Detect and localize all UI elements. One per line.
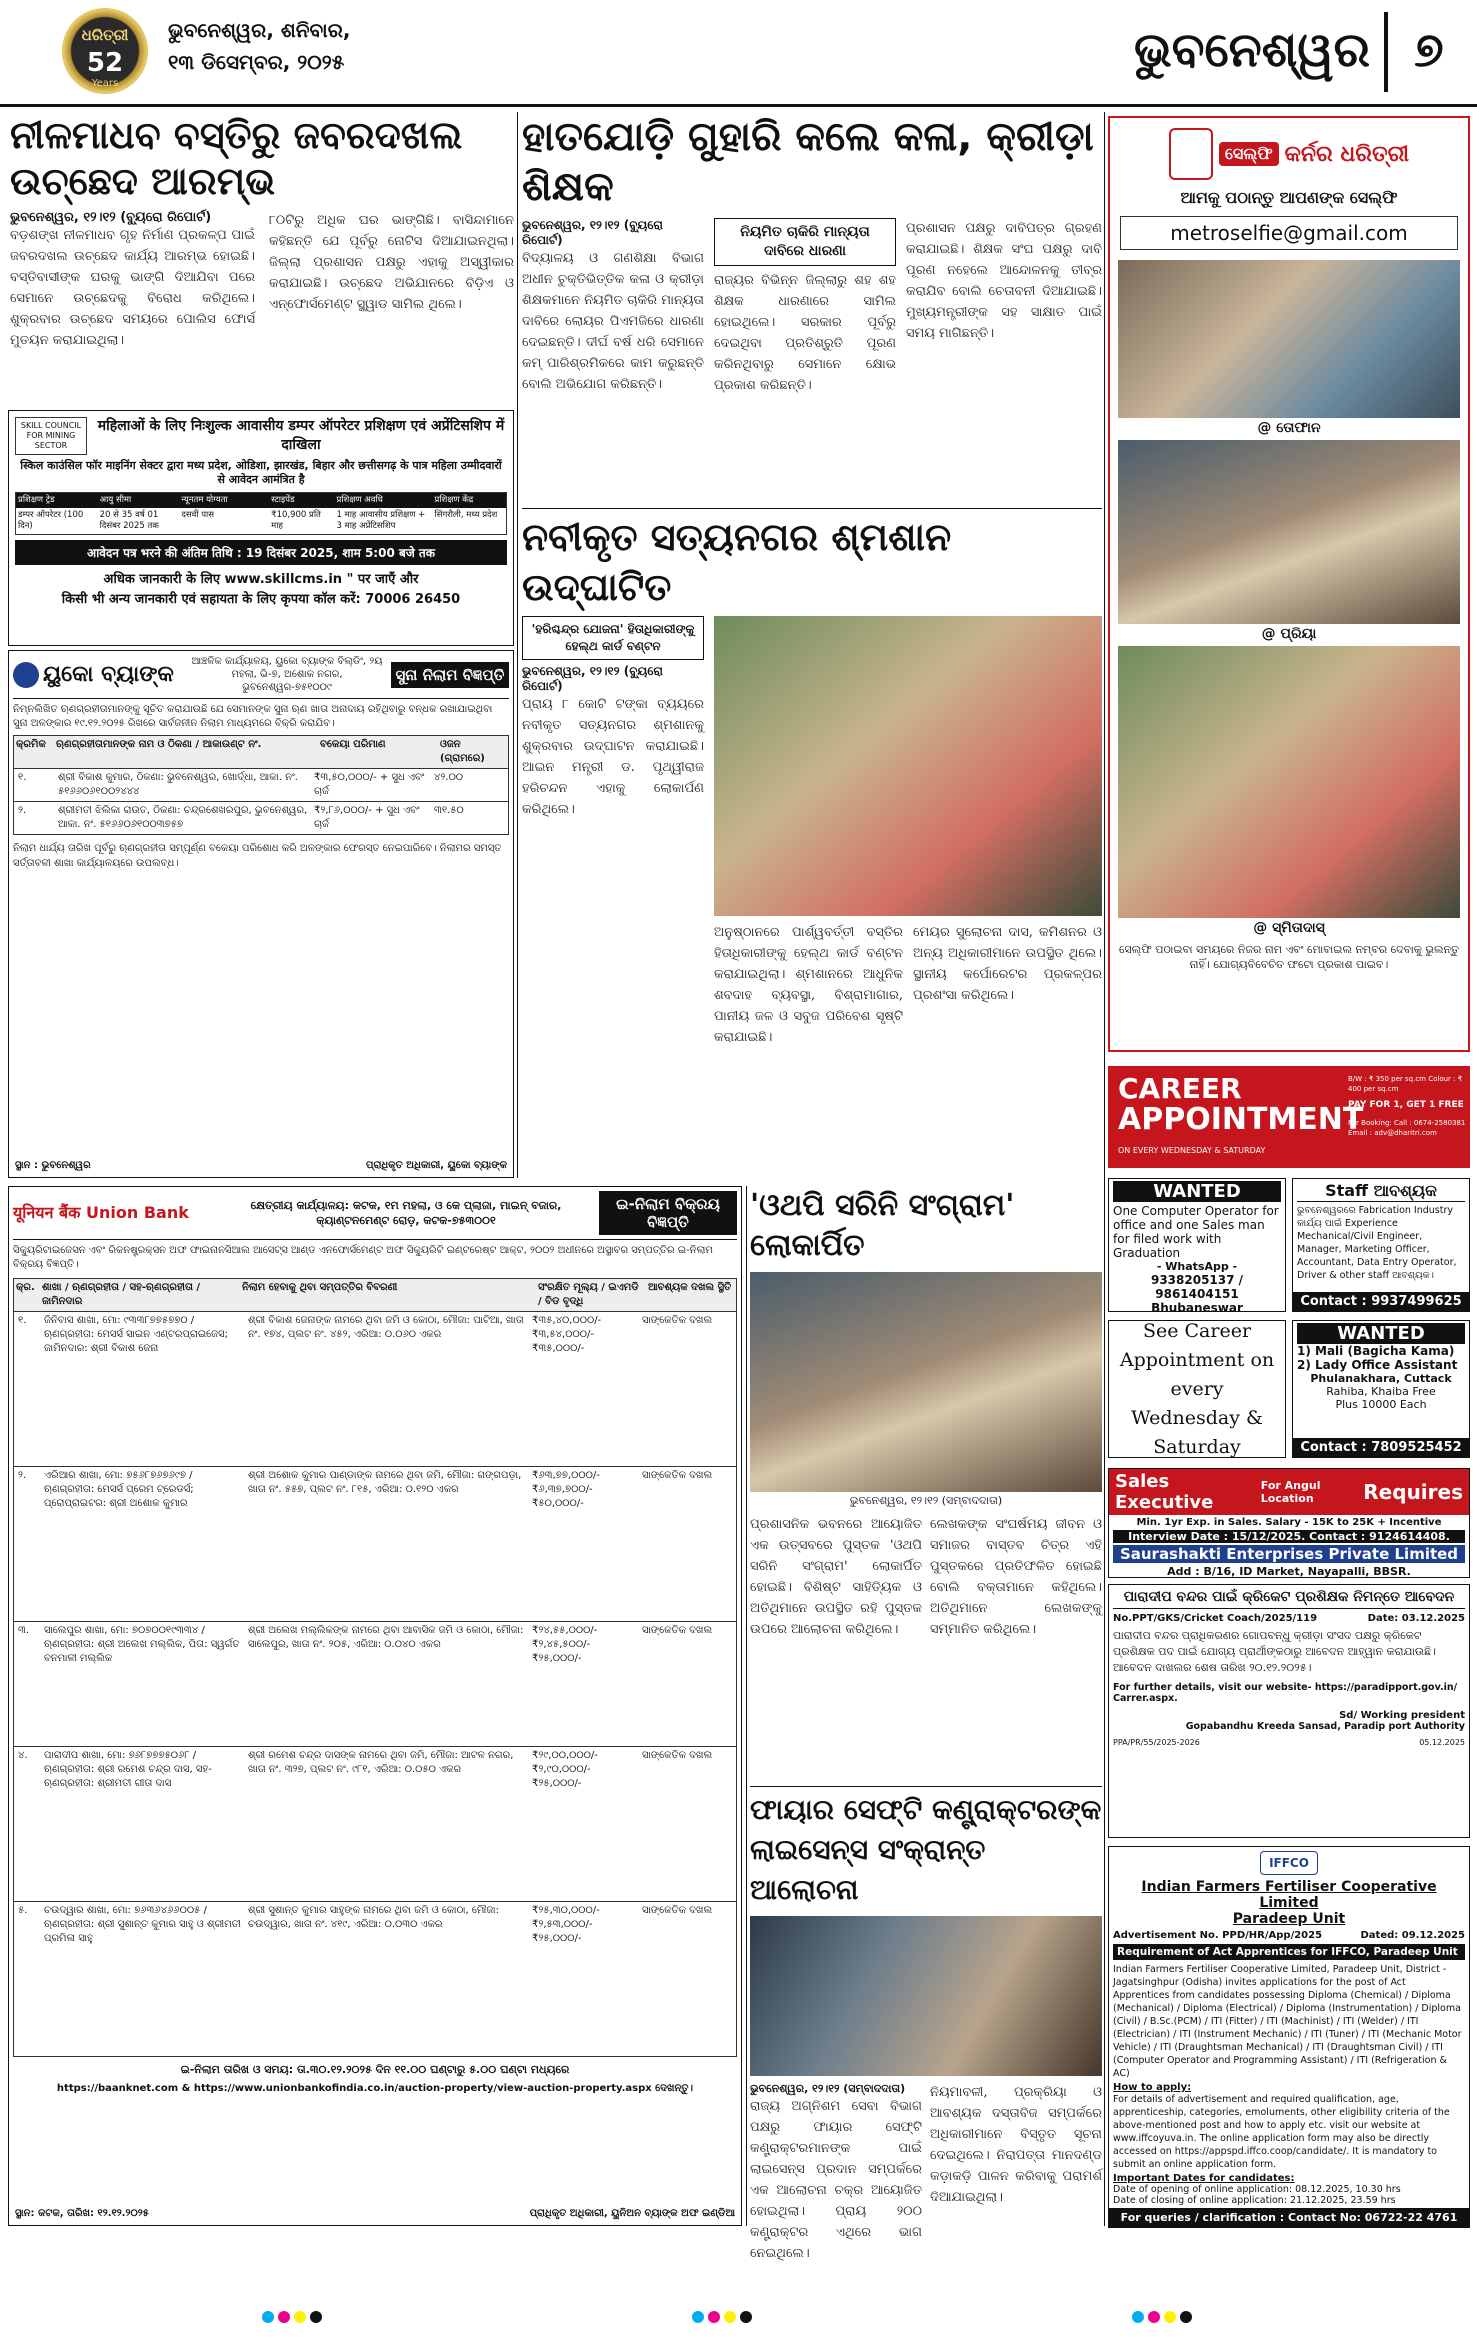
union-sl: ୩. — [18, 1625, 30, 1636]
headline: ନବୀକୃତ ସତ୍ୟନଗର ଶ୍ମଶାନ ଉଦ୍‌ଘାଟିତ — [522, 515, 952, 609]
paradip-ref: PPA/PR/55/2025-2026 — [1113, 1738, 1200, 1747]
fire-safety-photo — [750, 1916, 1102, 2076]
table-row — [14, 1901, 736, 2056]
union-auction-date: ଇ-ନିଲାମ ତାରିଖ ଓ ସମୟ: ତା.୩୦.୧୨.୨୦୨୫ ଦିନ ୧୧.୦୦ ଘଣ୍ଟାରୁ ୫.୦୦ ଘଣ୍ଟା ମଧ୍ୟରେ — [180, 2063, 570, 2076]
selfie-email[interactable]: metroselfie@gmail.com — [1120, 216, 1458, 250]
union-property: ଶ୍ରୀ ଅଲେଖ ମଲ୍ଲିକଙ୍କ ନାମରେ ଥିବା ଆବାସିକ ଜମି ଓ କୋଠା, ମୌଜା: ସାଲେପୁର, ଖାତା ନଂ. ୨୦୫, ଏରିଆ: ୦.୦୪୦ ଏକର — [248, 1625, 524, 1650]
column-rule — [522, 508, 1102, 509]
wanted2-item2: 2) Lady Office Assistant — [1297, 1358, 1458, 1372]
staff-title: Staff ଆବଶ୍ୟକ — [1297, 1181, 1465, 1202]
uco-logo — [13, 662, 183, 688]
selfie-tagline: ଆମକୁ ପଠାନ୍ତୁ ଆପଣଙ୍କ ସେଲ୍ଫି — [1180, 188, 1398, 207]
paradip-no: No.PPT/GKS/Cricket Coach/2025/119 — [1113, 1613, 1318, 1624]
uco-weight: ୪୨.୦୦ — [434, 772, 464, 783]
uco-office: ଆଞ୍ଚଳିକ କାର୍ଯ୍ୟାଳୟ, ୟୁକୋ ବ୍ୟାଙ୍କ ବିଲ୍ଡିଂ, ୨ୟ ମହଲା, ଭି-୭, ଅଶୋକ ନଗର, ଭୁବନେଶ୍ୱର-୭୫୧୦୦୯ — [191, 656, 383, 693]
story-body: ମେୟର ସୁଲୋଚନା ଦାସ, କମିଶନର ଓ ଅନ୍ୟ ଅଧିକାରୀମାନେ ଉପସ୍ଥିତ ଥିଲେ। ସ୍ଥାନୀୟ କର୍ପୋରେଟର ପ୍ରକଳ୍ପର ପ୍ରଶଂସା କରିଥିଲେ। — [913, 925, 1102, 1003]
paradip-title: ପାରାଦୀପ ବନ୍ଦର ପାଇଁ କ୍ରିକେଟ ପ୍ରଶିକ୍ଷକ ନିମନ୍ତେ ଆବେଦନ — [1113, 1589, 1465, 1609]
table-row — [14, 1746, 736, 1901]
sales-req: Requires — [1363, 1480, 1463, 1504]
paradip-ref-date: 05.12.2025 — [1419, 1738, 1465, 1747]
union-price: ₹୨୪,୫୫,୦୦୦/- ₹୨,୪୫,୫୦୦/- ₹୨୫,୦୦୦/- — [532, 1625, 598, 1664]
iffco-apprentice-ad — [1108, 1846, 1470, 2228]
skill-title: महिलाओं के लिए निःशुल्क आवासीय डम्पर ऑपरेटर प्रशिक्षण एवं अप्रेंटिसशिप में दाखिला — [97, 418, 505, 453]
paradip-sign2: Gopabandhu Kreeda Sansad, Paradip port Authority — [1185, 1721, 1465, 1732]
iffco-logo: IFFCO — [1260, 1851, 1318, 1875]
union-price: ₹୬୩,୭୭,୦୦୦/- ₹୬,୩୭,୭୦୦/- ₹୫୦,୦୦୦/- — [532, 1470, 600, 1509]
skill-th: न्यूनतम योग्यता — [179, 493, 269, 508]
dateline: ଭୁବନେଶ୍ୱର, ୧୨।୧୨ (ବ୍ୟୁରୋ ରିପୋର୍ଟ) — [522, 664, 663, 693]
wanted-phone-label: - WhatsApp - — [1156, 1260, 1238, 1273]
story-book-release — [750, 1186, 1102, 1786]
uco-place: ସ୍ଥାନ : ଭୁବନେଶ୍ୱର — [15, 1160, 91, 1171]
union-place: ସ୍ଥାନ: କଟକ, ତାରିଖ: ୧୨.୧୨.୨୦୨୫ — [15, 2208, 149, 2219]
print-registration-marks — [0, 2300, 1477, 2330]
uco-name: ଶ୍ରୀମତୀ ଝିଲିକା ରାଉତ, ଠିକଣା: ଚନ୍ଦ୍ରଶେଖରପୁର, ଭୁବନେଶ୍ୱର, ଆକା. ନଂ. ୫୧୬୬୦୬୧୦୦୩୭୫୭ — [58, 805, 308, 830]
career-appointment-ad — [1108, 1066, 1470, 1168]
career-sub: ON EVERY WEDNESDAY & SATURDAY — [1118, 1146, 1266, 1155]
iffco-date1: Date of opening of online application: 08.12.2025, 10.30 hrs — [1113, 2184, 1401, 2195]
uco-th: ଋଣଗ୍ରହୀତାମାନଙ୍କ ନାମ ଓ ଠିକଣା / ଆକାଉଣ୍ଟ ନଂ. — [56, 739, 262, 750]
uco-th: ଓଜନ (ଗ୍ରାମରେ) — [440, 739, 485, 764]
dateline-block — [168, 14, 448, 94]
story-body: ନିୟମାବଳୀ, ପ୍ରକ୍ରିୟା ଓ ଆବଶ୍ୟକ ଦସ୍ତାବିଜ ସମ୍ପର୍କରେ ଅଧିକାରୀମାନେ ବିସ୍ତୃତ ସୂଚନା ଦେଇଥିଲେ। ନିରାପତ୍ତା ମାନଦଣ୍ଡ କଡ଼ାକଡ଼ି ପାଳନ କରିବାକୁ ପରାମର୍ଶ ଦିଆଯାଇଥିଲା। — [930, 2085, 1102, 2205]
wanted2-contact: Contact : 7809525452 — [1293, 1438, 1469, 1457]
union-intro: ସିକ୍ୟୁରିଟାଇଜେସନ ଏବଂ ରିକନଷ୍ଟ୍ରକ୍ସନ ଅଫ ଫାଇନାନସିଆଲ ଆସେଟ୍ସ ଆଣ୍ଡ ଏନଫୋର୍ସମେଣ୍ଟ ଅଫ ସିକ୍ୟୁରିଟି ଇଣ୍ଟରେଷ୍ଟ ଆକ୍ଟ, ୨୦୦୨ ଅଧୀନରେ ଅସ୍ଥାବର ସମ୍ପତ୍ତିର ଇ-ନିଲାମ ବିକ୍ରୟ ବିଜ୍ଞପ୍ତି। — [13, 1245, 713, 1270]
wanted2-item1: 1) Mali (Bagicha Kama) — [1297, 1344, 1455, 1358]
wanted-phone: 9338205137 / 9861404151 — [1150, 1273, 1244, 1301]
masthead — [0, 0, 1477, 112]
dateline: ଭୁବନେଶ୍ୱର, ୧୨।୧୨ (ବ୍ୟୁରୋ ରିପୋର୍ଟ) — [10, 210, 212, 225]
uco-amount: ₹୨,୮୬,୦୦୦/- + ସୁଧ ଏବଂ ଚାର୍ଜ — [314, 805, 420, 830]
wanted2-title: WANTED — [1297, 1323, 1465, 1344]
dateline: ଭୁବନେଶ୍ୱର, ୧୨।୧୨ (ବ୍ୟୁରୋ ରିପୋର୍ଟ) — [522, 218, 663, 247]
uco-terms: ନିଲାମ ଧାର୍ଯ୍ୟ ତାରିଖ ପୂର୍ବରୁ ଋଣଗ୍ରହୀତା ସମ୍ପୂର୍ଣ୍ଣ ବକେୟା ପରିଶୋଧ କରି ଅଳଙ୍କାର ଫେରସ୍ତ ନେଇପାରିବେ। ନିଲାମର ସମସ୍ତ ସର୍ତ୍ତାବଳୀ ଶାଖା କାର୍ଯ୍ୟାଳୟରେ ଉପଲବ୍ଧ। — [13, 843, 502, 869]
page-number: ୭ — [1414, 22, 1444, 78]
skill-th: प्रशिक्षण केंद्र — [433, 493, 506, 508]
story-body-col2: ୮୦ଟିରୁ ଅଧିକ ଘର ଭାଙ୍ଗିଛି। ବାସିନ୍ଦାମାନେ କହିଛନ୍ତି ଯେ ପୂର୍ବରୁ ନୋଟିସ ଦିଆଯାଇନଥିଲା। ଜିଲ୍ଲା ପ୍ରଶାସନ ପକ୍ଷରୁ ଏହାକୁ ଅସ୍ୱୀକାର କରାଯାଇଛି। ଉଚ୍ଛେଦ ଅଭିଯାନରେ ବିଡ଼ିଏ ଓ ଏନ୍‌ଫୋର୍ସମେଣ୍ଟ ସ୍କ୍ୱାଡ ସାମିଲ ଥିଲେ। — [269, 213, 514, 312]
skill-td: 20 से 35 वर्ष 01 दिसंबर 2025 तक — [99, 510, 159, 531]
iffco-dates-title: Important Dates for candidates: — [1113, 2173, 1295, 2184]
sales-executive-ad — [1108, 1468, 1470, 1578]
uco-sl: ୨. — [18, 805, 27, 816]
union-property: ଶ୍ରୀ ସୁଶାନ୍ତ କୁମାର ସାହୁଙ୍କ ନାମରେ ଥିବା ଜମି ଓ କୋଠା, ମୌଜା: ଚଉଦ୍ୱାର, ଖାତା ନଂ. ୪୧୯, ଏରିଆ: ୦.୦୩୦ ଏକର — [248, 1905, 499, 1930]
skill-td: सिंगरौली, मध्य प्रदेश — [434, 510, 498, 520]
see-career-box — [1108, 1320, 1286, 1458]
union-party: ଏରିଆର ଶାଖା, ମୋ: ୭୫୬୮୭୬୭୬୯୭ / ଋଣଗ୍ରହୀତା: ମେସର୍ସ ପ୍ରେମ ଟ୍ରେଡର୍ସ; ପ୍ରୋପ୍ରାଇଟର: ଶ୍ରୀ ଅଶୋକ କୁମାର — [44, 1470, 194, 1509]
skill-subtitle: स्किल काउंसिल फॉर माइनिंग सेक्टर द्वारा मध्य प्रदेश, ओडिशा, झारखंड, बिहार और छत्तीसगढ़ के पात्र महिला उम्मीदवारों से आवेदन आमंत्रित है — [20, 459, 502, 486]
union-bank-logo — [13, 1204, 213, 1222]
story-body: ପ୍ରଶାସନିକ ଭବନରେ ଆୟୋଜିତ ଏକ ଉତ୍ସବରେ ପୁସ୍ତକ 'ଓଥପି ସରିନି ସଂଗ୍ରାମ' ଲୋକାର୍ପିତ ହୋଇଛି। ବିଶିଷ୍ଟ ସାହିତ୍ୟିକ ଓ ଅତିଥିମାନେ ଉପସ୍ଥିତ ରହି ପୁସ୍ତକ ଉପରେ ଆଲୋଚନା କରିଥିଲେ। — [750, 1517, 922, 1637]
logo-name: ଧରିତ୍ରୀ — [81, 26, 129, 44]
iffco-dated: Dated: 09.12.2025 — [1360, 1930, 1465, 1941]
story-body: ଲେଖକଙ୍କ ସଂଘର୍ଷମୟ ଜୀବନ ଓ ସମାଜର ବାସ୍ତବ ଚିତ୍ର ଏହି ପୁସ୍ତକରେ ପ୍ରତିଫଳିତ ହୋଇଛି ବୋଲି ବକ୍ତାମାନେ କହିଥିଲେ। ଅତିଥିମାନେ ଲେଖକଙ୍କୁ ସମ୍ମାନିତ କରିଥିଲେ। — [930, 1517, 1102, 1637]
book-release-photo — [750, 1272, 1102, 1492]
union-bank-name: यूनियन बैंक Union Bank — [13, 1203, 189, 1222]
wanted2-addr3: Plus 10000 Each — [1335, 1398, 1427, 1411]
logo-years-label: Years — [91, 78, 119, 89]
skill-td: दसवीं पास — [181, 510, 214, 520]
union-price: ₹୩୫,୪୦,୦୦୦/- ₹୩,୫୪,୦୦୦/- ₹୩୫,୦୦୦/- — [532, 1315, 602, 1354]
union-sign: ପ୍ରାଧିକୃତ ଅଧିକାରୀ, ୟୁନିଅନ ବ୍ୟାଙ୍କ ଅଫ ଇଣ୍ଡିଆ — [529, 2208, 735, 2219]
uco-amount: ₹୩,୫୦,୦୦୦/- + ସୁଧ ଏବଂ ଚାର୍ଜ — [314, 772, 425, 797]
selfie-footer: ସେଲ୍ଫି ପଠାଇବା ସମୟରେ ନିଜର ନାମ ଏବଂ ମୋବାଇଲ ନମ୍ବର ଦେବାକୁ ଭୁଲନ୍ତୁ ନାହିଁ। ଯୋଗ୍ୟବିବେଚିତ ଫଟୋ ପ୍ରକାଶ ପାଇବ। — [1119, 943, 1459, 971]
headline: ଫାୟାର ସେଫ୍ଟି କଣ୍ଟ୍ରାକ୍ଟରଙ୍କ ଲାଇସେନ୍ସ ସଂକ୍ରାନ୍ତ ଆଲୋଚନା — [750, 1793, 1102, 1906]
column-rule — [746, 1186, 747, 2226]
paradip-body: ପାରାଦୀପ ବନ୍ଦର ପ୍ରାଧିକରଣର ଗୋପବନ୍ଧୁ କ୍ରୀଡ଼ା ସଂସଦ ପକ୍ଷରୁ କ୍ରିକେଟ ପ୍ରଶିକ୍ଷକ ପଦ ପାଇଁ ଯୋଗ୍ୟ ପ୍ରାର୍ଥୀଙ୍କଠାରୁ ଆବେଦନ ଆହ୍ୱାନ କରାଯାଉଛି। ଆବେଦନ ଦାଖଲର ଶେଷ ତାରିଖ ୨୦.୧୨.୨୦୨୫। — [1113, 1629, 1436, 1674]
iffco-body: Indian Farmers Fertiliser Cooperative Limited, Paradeep Unit, District - Jagatsinghpur (Odisha) invites applications for the post of Act Apprentices from candidates possessing Diploma (Chemical) / Diploma (Mechanical) / Diploma (Electrical) / Diploma (Instrumentation) / Diploma (Civil) / B.Sc.(PCM) / ITI (Fitter) / ITI (Machinist) / ITI (Welder) / ITI (Electrician) / ITI (Instrument Mechanic) / ITI (Tuner) / ITI (Mechanic Motor Vehicle) / ITI (Draughtsman Mechanical) / ITI (Draughtsman Civil) / ITI (Computer Operator and Programming Assistant) / ITI (Refrigeration & AC) — [1113, 1964, 1462, 2079]
wanted-text: One Computer Operator for office and one Sales man for filed work with Graduation — [1113, 1204, 1279, 1260]
union-th: ନିଲାମ ହେବାକୁ ଥିବା ସମ୍ପତ୍ତିର ବିବରଣୀ — [242, 1282, 398, 1293]
career-offer: PAY FOR 1, GET 1 FREE — [1348, 1100, 1464, 1110]
sales-company: Saurashakti Enterprises Private Limited — [1113, 1545, 1465, 1563]
uco-sign: ପ୍ରାଧିକୃତ ଅଧିକାରୀ, ୟୁକୋ ବ୍ୟାଙ୍କ — [365, 1160, 507, 1171]
union-property: ଶ୍ରୀ ଅଶୋକ କୁମାର ପାଣ୍ଡାଙ୍କ ନାମରେ ଥିବା ଜମି, ମୌଜା: ଗଙ୍ଗପଡ଼ା, ଖାତା ନଂ. ୫୫୭, ପ୍ଲଟ ନଂ. ୮୧୫, ଏରିଆ: ୦.୧୨୦ ଏକର — [248, 1470, 522, 1495]
table-row — [14, 801, 508, 834]
union-th: ଆବଶ୍ୟକ ଦଖଲ ସ୍ଥିତି — [648, 1282, 732, 1293]
uco-logo-icon — [13, 662, 39, 688]
story-body: ପ୍ରଶାସନ ପକ୍ଷରୁ ଦାବିପତ୍ର ଗ୍ରହଣ କରାଯାଇଛି। ଶିକ୍ଷକ ସଂଘ ପକ୍ଷରୁ ଦାବି ପୂରଣ ନହେଲେ ଆନ୍ଦୋଳନକୁ ତୀବ୍ର କରାଯିବ ବୋଲି ଚେତାବନୀ ଦିଆଯାଇଛି। ମୁଖ୍ୟମନ୍ତ୍ରୀଙ୍କ ସହ ସାକ୍ଷାତ ପାଇଁ ସମୟ ମାଗିଛନ୍ତି। — [906, 221, 1102, 341]
uco-bank-name: ୟୁକୋ ବ୍ୟାଙ୍କ — [43, 662, 174, 687]
skill-td: ₹10,900 प्रति माह — [271, 510, 321, 531]
skill-council-ad — [8, 410, 514, 646]
sales-title: Sales Executive — [1115, 1471, 1214, 1513]
column-rule — [1104, 112, 1105, 2226]
uco-notice-title: ସୁନା ନିଲାମ ବିଜ୍ଞପ୍ତି — [391, 662, 509, 688]
union-party: ପାରାଦୀପ ଶାଖା, ମୋ: ୭୬୮୭୭୭୫୦୬୮ / ଋଣଗ୍ରହୀତା: ଶ୍ରୀ ରମେଶ ଚନ୍ଦ୍ର ଦାସ, ସହ-ଋଣଗ୍ରହୀତା: ଶ୍ରୀମତୀ ଗୀତା ଦାସ — [44, 1750, 212, 1789]
union-status: ସାଙ୍କେତିକ ଦଖଲ — [642, 1315, 713, 1326]
selfie-photo — [1118, 260, 1460, 418]
wanted-place: Bhubaneswar — [1151, 1301, 1243, 1315]
union-status: ସାଙ୍କେତିକ ଦଖଲ — [642, 1470, 713, 1481]
story-crematorium — [522, 512, 1102, 1170]
career-booking: For Booking: Call : 0674-2580381 Email : adv@dharitri.com — [1348, 1119, 1466, 1137]
iffco-how-body: For details of advertisement and required qualification, age, apprenticeship, categories, emoluments, other eligibility criteria of the above-mentioned post and how to apply etc. visit our website at www.iffcoyuva.in. The online application form may also be directly accessed on https://appspd.iffco.coop/candidate/. It is mandatory to submit an online application form. — [1113, 2094, 1450, 2170]
union-price: ₹୨୯,୦୦,୦୦୦/- ₹୨,୯୦,୦୦୦/- ₹୨୫,୦୦୦/- — [532, 1750, 598, 1789]
sales-desc: Min. 1yr Exp. in Sales. Salary - 15K to 25K + Incentive — [1136, 1517, 1442, 1528]
skill-th: स्टाइपेंड — [269, 493, 334, 508]
uco-sl: ୧. — [18, 772, 27, 783]
union-office: କ୍ଷେତ୍ରୀୟ କାର୍ଯ୍ୟାଳୟ: କଟକ, ୧ମ ମହଲା, ଓ କେ ପ୍ଲାଜା, ମାଇନ୍ ବଜାର, କ୍ୟାଣ୍ଟନମେଣ୍ଟ ରୋଡ଼, କଟକ-୭୫୩୦୦୧ — [250, 1199, 562, 1227]
uco-table — [13, 735, 509, 835]
selfie-brand-main: କର୍ନର ଧରିତ୍ରୀ — [1284, 141, 1410, 167]
see-career-text: See Career Appointment on every Wednesday & Saturday — [1119, 1319, 1275, 1458]
sales-interview: Interview Date : 15/12/2025. Contact : 9124614408. — [1113, 1530, 1465, 1543]
career-title-top: CAREER — [1118, 1072, 1242, 1105]
dateline: ଭୁବନେଶ୍ୱର, ୧୨।୧୨ (ସମ୍ବାଦଦାତା) — [750, 2082, 906, 2095]
staff-contact: Contact : 9937499625 — [1293, 1292, 1469, 1311]
selfie-brand-prefix: ସେଲ୍ଫି — [1219, 142, 1279, 166]
wanted2-addr2: Rahiba, Khaiba Free — [1326, 1385, 1436, 1398]
story-teachers — [522, 112, 1102, 508]
skill-th: आयु सीमा — [98, 493, 180, 508]
wanted-mali — [1292, 1320, 1470, 1458]
skill-logo: SKILL COUNCIL FOR MINING SECTOR — [15, 417, 87, 455]
skill-apply: अधिक जानकारी के लिए www.skillcms.in " पर जाएँ और — [103, 572, 419, 587]
union-property: ଶ୍ରୀ ବିକାଶ ଜେନାଙ୍କ ନାମରେ ଥିବା ଜମି ଓ କୋଠା, ମୌଜା: ପାଟିଆ, ଖାତା ନଂ. ୧୭୪, ପ୍ଲଟ ନଂ. ୪୫୨, ଏରିଆ: ୦.୦୬୦ ଏକର — [248, 1315, 524, 1340]
iffco-name: Indian Farmers Fertiliser Cooperative Limited — [1141, 1879, 1437, 1911]
story-body: ପ୍ରାୟ ୮ କୋଟି ଟଙ୍କା ବ୍ୟୟରେ ନବୀକୃତ ସତ୍ୟନଗର ଶ୍ମଶାନକୁ ଶୁକ୍ରବାର ଉଦ୍‌ଘାଟନ କରାଯାଇଛି। ଆଇନ ମନ୍ତ୍ରୀ ଡ. ପୃଥ୍ୱୀରାଜ ହରିଚନ୍ଦନ ଏହାକୁ ଲୋକାର୍ପଣ କରିଥିଲେ। — [522, 697, 704, 817]
story-fire-safety — [750, 1790, 1102, 2261]
union-status: ସାଙ୍କେତିକ ଦଖଲ — [642, 1750, 713, 1761]
pullquote: 'ହରିଶ୍ଚନ୍ଦ୍ର ଯୋଜନା' ହିତାଧିକାରୀଙ୍କୁ ହେଲ୍ଥ କାର୍ଡ ବଣ୍ଟନ — [522, 616, 704, 660]
inauguration-photo — [714, 616, 1102, 916]
union-party: ଚଉଦ୍ୱାର ଶାଖା, ମୋ: ୭୬୩୬୪୬୬୦୦୫ / ଋଣଗ୍ରହୀତା: ଶ୍ରୀ ସୁଶାନ୍ତ କୁମାର ସାହୁ ଓ ଶ୍ରୀମତୀ ପ୍ରମିଳା ସାହୁ — [44, 1905, 241, 1944]
uco-th: ବକେୟା ପରିମାଣ — [320, 739, 386, 750]
union-th: ସଂରକ୍ଷିତ ମୂଲ୍ୟ / ଇଏମଡି / ବିଡ ବୃଦ୍ଧି — [538, 1282, 639, 1307]
story-nilamadhab — [10, 112, 514, 412]
skill-deadline: आवेदन पत्र भरने की अंतिम तिथि : 19 दिसंबर 2025, शाम 5:00 बजे तक — [15, 540, 507, 565]
union-party: ସାଲେପୁର ଶାଖା, ମୋ: ୭୦୭୦୦୧୯୩୩୪ / ଋଣଗ୍ରହୀତା: ଶ୍ରୀ ଅଲେଖ ମଲ୍ଲିକ, ପିତା: ସ୍ୱର୍ଗତ ବନମାଳୀ ମଲ୍ଲିକ — [44, 1625, 240, 1664]
table-row — [14, 1466, 736, 1621]
section-title: ଭୁବନେଶ୍ୱର — [1134, 22, 1370, 78]
skill-th: प्रशिक्षण ट्रेड — [16, 493, 98, 508]
iffco-adv-no: Advertisement No. PPD/HR/App/2025 — [1113, 1930, 1323, 1941]
iffco-how: How to apply: — [1113, 2082, 1192, 2093]
pullquote: ନିୟମିତ ଚାକିରି ମାନ୍ୟତା ଦାବିରେ ଧାରଣା — [714, 218, 896, 266]
union-sl: ୪. — [18, 1750, 28, 1761]
sales-loc: For Angul Location — [1260, 1479, 1321, 1505]
headline: 'ଓଥପି ସରିନି ସଂଗ୍ରାମ' ଲୋକାର୍ପିତ — [750, 1188, 1015, 1263]
union-property: ଶ୍ରୀ ରମେଶ ଚନ୍ଦ୍ର ଦାସଙ୍କ ନାମରେ ଥିବା ଜମି, ମୌଜା: ଆଟଳ ନଗର, ଖାତା ନଂ. ୩୨୭, ପ୍ଲଟ ନଂ. ୯୮୧, ଏରିଆ: ୦.୦୫୦ ଏକର — [248, 1750, 514, 1775]
union-sl: ୨. — [18, 1470, 27, 1481]
iffco-query: For queries / clarification : Contact No: 06722-22 4761 — [1109, 2208, 1469, 2227]
union-price: ₹୨୫,୩୦,୦୦୦/- ₹୨,୫୩,୦୦୦/- ₹୨୫,୦୦୦/- — [532, 1905, 600, 1944]
registration-dots — [690, 2308, 754, 2327]
issue-date: ୧୩ ଡିସେମ୍ବର, ୨୦୨୫ — [168, 50, 345, 74]
logo-years: 52 — [86, 48, 124, 78]
city-day: ଭୁବନେଶ୍ୱର, ଶନିବାର, — [168, 18, 351, 42]
story-body: ବିଦ୍ୟାଳୟ ଓ ଗଣଶିକ୍ଷା ବିଭାଗ ଅଧୀନ ଚୁକ୍ତିଭିତ୍ତିକ କଳା ଓ କ୍ରୀଡ଼ା ଶିକ୍ଷକମାନେ ନିୟମିତ ଚାକିରି ମାନ୍ୟତା ଦାବିରେ ଲୋୟର ପିଏମଜିରେ ଧାରଣା ଦେଇଛନ୍ତି। ଦୀର୍ଘ ବର୍ଷ ଧରି ସେମାନେ କମ୍ ପାରିଶ୍ରମିକରେ କାମ କରୁଛନ୍ତି ବୋଲି ଅଭିଯୋଗ କରିଛନ୍ତି। — [522, 251, 704, 392]
skill-td: डम्पर ऑपरेटर (100 दिन) — [18, 510, 84, 531]
section-divider — [1384, 12, 1388, 92]
uco-name: ଶ୍ରୀ ବିକାଶ କୁମାର, ଠିକଣା: ଭୁବନେଶ୍ୱର, ଖୋର୍ଦ୍ଧା, ଆକା. ନଂ. ୫୧୬୬୦୬୧୦୦୨୪୪୪ — [58, 772, 298, 797]
uco-intro: ନିମ୍ନଲିଖିତ ଋଣଗ୍ରହୀତାମାନଙ୍କୁ ସୂଚିତ କରାଯାଉଛି ଯେ ସେମାନଙ୍କ ସୁନା ଋଣ ଖାତା ଅନାଦାୟ ରହିଥିବାରୁ ବନ୍ଧକ ରଖାଯାଇଥିବା ସୁନା ଅଳଙ୍କାର ୧୯.୧୨.୨୦୨୫ ରିଖରେ ସାର୍ବଜନୀନ ନିଲାମ ମାଧ୍ୟମରେ ବିକ୍ରି କରାଯିବ। — [13, 704, 493, 729]
uco-weight: ୩୧.୫୦ — [434, 805, 464, 816]
table-row — [14, 1621, 736, 1746]
table-row — [14, 1311, 736, 1466]
story-body: ରାଜ୍ୟର ବିଭିନ୍ନ ଜିଲ୍ଲାରୁ ଶହ ଶହ ଶିକ୍ଷକ ଧାରଣାରେ ସାମିଲ ହୋଇଥିଲେ। ସରକାର ପୂର୍ବରୁ ଦେଇଥିବା ପ୍ରତିଶ୍ରୁତି ପୂରଣ କରିନଥିବାରୁ ସେମାନେ କ୍ଷୋଭ ପ୍ରକାଶ କରିଛନ୍ତି। — [714, 273, 896, 393]
newspaper-logo — [40, 8, 170, 104]
story-body-col1: ବଡ଼ଶଙ୍ଖ ନୀଳମାଧବ ଗୃହ ନିର୍ମାଣ ପ୍ରକଳ୍ପ ପାଇଁ ଜବରଦଖଲ ଉଚ୍ଛେଦ କାର୍ଯ୍ୟ ଆରମ୍ଭ ହୋଇଛି। ବସ୍ତିବାସୀଙ୍କ ଘରକୁ ଭାଙ୍ଗି ଦିଆଯିବା ପରେ ସେମାନେ ଉଚ୍ଛେଦକୁ ବିରୋଧ କରିଥିଲେ। ଶୁକ୍ରବାର ଉଚ୍ଛେଦ ସମୟରେ ପୋଲିସ ଫୋର୍ସ ମୁତୟନ କରାଯାଇଥିଲା। — [10, 228, 255, 348]
union-status: ସାଙ୍କେତିକ ଦଖଲ — [642, 1625, 713, 1636]
photo-caption: ଭୁବନେଶ୍ୱର, ୧୨।୧୨ (ସମ୍ବାଦଦାତା) — [849, 1494, 1003, 1507]
skill-th: प्रशिक्षण अवधि — [335, 493, 433, 508]
union-sl: ୧. — [18, 1315, 27, 1326]
union-status: ସାଙ୍କେତିକ ଦଖଲ — [642, 1905, 713, 1916]
iffco-req: Requirement of Act Apprentices for IFFCO, Paradeep Unit — [1113, 1944, 1465, 1960]
selfie-corner — [1108, 116, 1470, 1052]
story-body: ଅନୁଷ୍ଠାନରେ ପାର୍ଶ୍ୱବର୍ତ୍ତୀ ବସ୍ତିର ହିତାଧିକାରୀଙ୍କୁ ହେଲ୍ଥ କାର୍ଡ ବଣ୍ଟନ କରାଯାଇଥିଲା। ଶ୍ମଶାନରେ ଆଧୁନିକ ଶବଦାହ ବ୍ୟବସ୍ଥା, ବିଶ୍ରାମାଗାର, ପାନୀୟ ଜଳ ଓ ସବୁଜ ପରିବେଶ ସୃଷ୍ଟି କରାଯାଇଛି। — [714, 925, 903, 1045]
paradip-cricket-coach — [1108, 1584, 1470, 1838]
union-th: ଶାଖା / ଋଣଗ୍ରହୀତା / ସହ-ଋଣଗ୍ରହୀତା / ଜାମିନଦାର — [42, 1282, 201, 1307]
headline: ନୀଳମାଧବ ବସ୍ତିରୁ ଜବରଦଖଲ ଉଚ୍ଛେଦ ଆରମ୍ଭ — [10, 113, 463, 203]
union-party: ଜିନିବାସ ଶାଖା, ମୋ: ୯୩୩୮୭୭୫୭୭୦ / ଋଣଗ୍ରହୀତା: ମେସର୍ସ ସାଇନ ଏଣ୍ଟରପ୍ରାଇଜେସ; ଜାମିନଦାର: ଶ୍ରୀ ବିକାଶ ଜେନା — [44, 1315, 228, 1354]
table-row — [14, 768, 508, 801]
skill-td: 1 माह आवासीय प्रशिक्षण + 3 माह अप्रेंटिसशिप — [336, 510, 426, 531]
wanted-title: WANTED — [1113, 1181, 1281, 1202]
union-site[interactable]: https://baanknet.com & https://www.unionbankofindia.co.in/auction-property/view-auction-property.aspx ଦେଖନ୍ତୁ। — [56, 2083, 694, 2094]
column-rule — [517, 112, 518, 1178]
union-sl: ୫. — [18, 1905, 28, 1916]
skill-table — [15, 492, 507, 535]
union-th: କ୍ର. — [16, 1282, 35, 1293]
selfie-photo — [1118, 440, 1460, 624]
staff-text: ଭୁବନେଶ୍ୱରରେ Fabrication Industry କାର୍ଯ୍ୟ ପାଇଁ Experience Mechanical/Civil Engineer, Manager, Marketing Officer, Accountant, Data Entry Operator, Driver & other staff ଆବଶ୍ୟକ। — [1297, 1205, 1457, 1281]
iffco-date2: Date of closing of online application: 21.12.2025, 23.59 hrs — [1113, 2195, 1396, 2206]
sales-addr: Add : B/16, ID Market, Nayapalli, BBSR. — [1167, 1565, 1411, 1578]
wanted2-addr1: Phulanakhara, Cuttack — [1310, 1372, 1452, 1385]
wanted-computer-operator — [1108, 1178, 1286, 1315]
masthead-rule — [0, 104, 1477, 107]
uco-th: କ୍ରମିକ — [16, 739, 46, 750]
story-body: ରାଜ୍ୟ ଅଗ୍ନିଶମ ସେବା ବିଭାଗ ପକ୍ଷରୁ ଫାୟାର ସେଫ୍ଟି କଣ୍ଟ୍ରାକ୍ଟରମାନଙ୍କ ପାଇଁ ଲାଇସେନ୍ସ ପ୍ରଦାନ ସମ୍ପର୍କରେ ଏକ ଆଲୋଚନା ଚକ୍ର ଆୟୋଜିତ ହୋଇଥିଲା। ପ୍ରାୟ ୨୦୦ କଣ୍ଟ୍ରାକ୍ଟର ଏଥିରେ ଭାଗ ନେଇଥିଲେ। — [750, 2099, 922, 2261]
paradip-sign1: Sd/ Working president — [1339, 1710, 1465, 1721]
phone-icon — [1169, 128, 1213, 180]
registration-dots — [1130, 2308, 1194, 2327]
selfie-name: @ ପ୍ରିୟା — [1261, 626, 1317, 642]
iffco-unit: Paradeep Unit — [1232, 1911, 1346, 1927]
uco-gold-auction — [8, 650, 514, 1178]
column-rule — [750, 1786, 1102, 1787]
selfie-name: @ ତୋଫାନ — [1257, 420, 1321, 436]
union-notice-title: ଇ-ନିଲାମ ବିକ୍ରୟ ବିଜ୍ଞପ୍ତି — [599, 1191, 737, 1235]
union-bank-eauction — [8, 1186, 742, 2226]
paradip-link[interactable]: For further details, visit our website- https://paradipport.gov.in/ Carrer.aspx. — [1113, 1682, 1458, 1704]
registration-dots — [260, 2308, 324, 2327]
career-title-bottom: APPOINTMENT — [1118, 1102, 1364, 1137]
paradip-date: Date: 03.12.2025 — [1367, 1613, 1465, 1624]
staff-wanted — [1292, 1178, 1470, 1312]
union-table — [13, 1278, 737, 2057]
skill-call: किसी भी अन्य जानकारी एवं सहायता के लिए कृपया कॉल करें: 70006 26450 — [61, 592, 461, 607]
headline: ହାତଯୋଡ଼ି ଗୁହାରି କଲେ କଳା, କ୍ରୀଡ଼ା ଶିକ୍ଷକ — [522, 114, 1094, 210]
selfie-name: @ ସ୍ମିତାଦାସ୍ — [1253, 920, 1325, 936]
selfie-photo — [1118, 646, 1460, 918]
career-rates: B/W : ₹ 350 per sq.cm Colour : ₹ 400 per sq.cm — [1348, 1075, 1463, 1093]
